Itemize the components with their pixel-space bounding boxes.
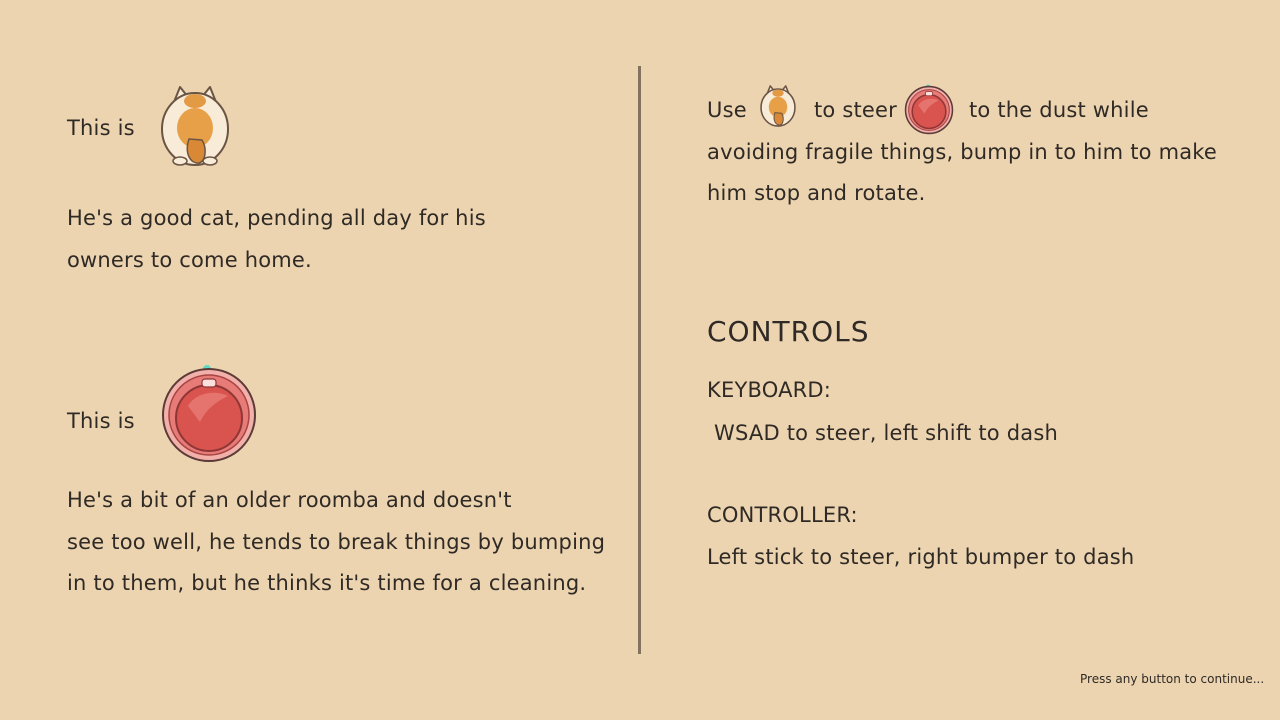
instructions-to-dust-label: to the dust while xyxy=(969,98,1149,122)
roomba-inline-icon xyxy=(903,84,955,136)
roomba-icon xyxy=(158,364,260,466)
instructions-to-steer-label: to steer xyxy=(814,98,898,122)
controller-label: CONTROLLER: xyxy=(707,503,858,527)
keyboard-controls-text: WSAD to steer, left shift to dash xyxy=(714,421,1058,445)
roomba-description-line-1: He's a bit of an older roomba and doesn't xyxy=(67,488,512,512)
cat-top-view-icon xyxy=(160,84,230,168)
instructions-line-2: avoiding fragile things, bump in to him to make xyxy=(707,140,1218,164)
roomba-intro-label: This is xyxy=(67,409,135,433)
controller-controls-text: Left stick to steer, right bumper to dash xyxy=(707,545,1135,569)
panel-divider xyxy=(638,66,641,654)
controls-title: CONTROLS xyxy=(707,315,870,348)
cat-intro-label: This is xyxy=(67,116,135,140)
instructions-use-label: Use xyxy=(707,98,747,122)
keyboard-label: KEYBOARD: xyxy=(707,378,832,402)
cat-inline-icon xyxy=(760,84,796,128)
roomba-description-line-2: see too well, he tends to break things by bumping xyxy=(67,530,606,554)
roomba-description-line-3: in to them, but he thinks it's time for a cleaning. xyxy=(67,571,587,595)
instructions-line-3: him stop and rotate. xyxy=(707,181,926,205)
cat-description-line-2: owners to come home. xyxy=(67,248,312,272)
press-any-button-prompt[interactable]: Press any button to continue... xyxy=(1080,672,1265,686)
cat-description-line-1: He's a good cat, pending all day for his xyxy=(67,206,486,230)
